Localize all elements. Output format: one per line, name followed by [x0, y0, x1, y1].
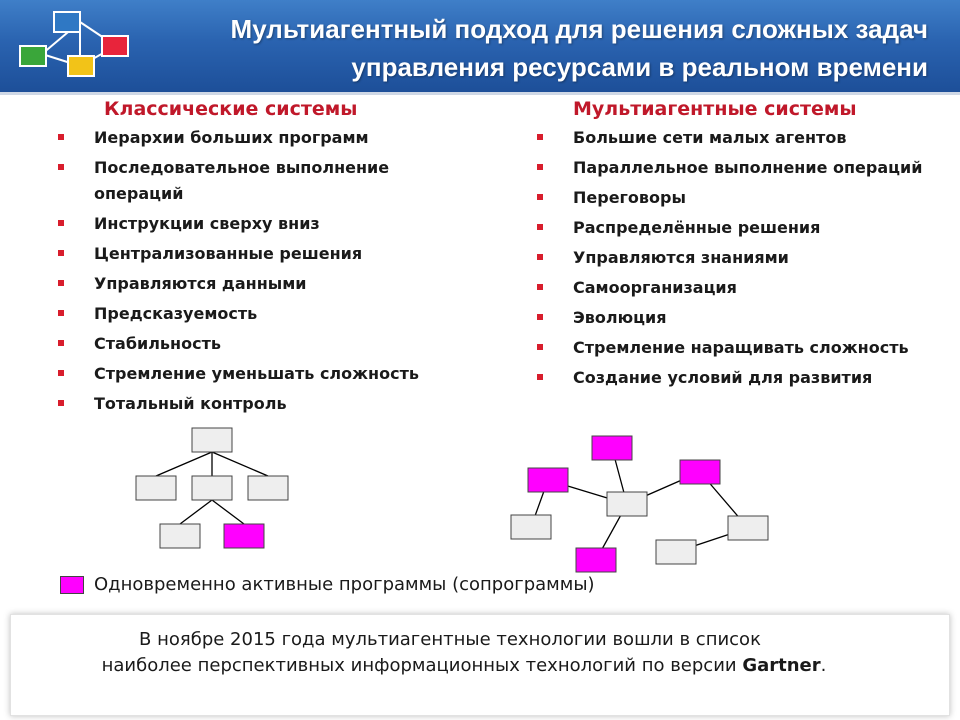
multiagent-systems-heading: Мультиагентные системы — [573, 98, 857, 120]
list-item-text: Распределённые решения — [573, 218, 821, 237]
list-item-text: Тотальный контроль — [94, 394, 287, 413]
gartner-note — [10, 614, 950, 716]
hierarchy-child-node — [248, 476, 288, 500]
network-node — [656, 540, 696, 564]
list-item-text: Последовательное выполнение операций — [94, 158, 390, 203]
hierarchy-active-node — [224, 524, 264, 548]
note-line2-suffix: . — [820, 655, 827, 676]
slide-title-line2: управления ресурсами в реальном времени — [351, 52, 928, 82]
list-item-text: Иерархии больших программ — [94, 128, 369, 147]
list-item-text: Параллельное выполнение операций — [573, 158, 923, 177]
network-node — [728, 516, 768, 540]
legend-active-swatch — [60, 576, 84, 594]
list-item-text: Инструкции сверху вниз — [94, 214, 320, 233]
network-node — [511, 515, 551, 539]
slide-title-line1: Мультиагентный подход для решения сложных задач — [230, 14, 928, 44]
list-item-text: Предсказуемость — [94, 304, 258, 323]
list-item-text: Управляются данными — [94, 274, 307, 293]
legend-text: Одновременно активные программы (сопрограммы) — [94, 574, 595, 595]
list-item-text: Большие сети малых агентов — [573, 128, 847, 147]
list-item-text: Стабильность — [94, 334, 221, 353]
list-item-text: Управляются знаниями — [573, 248, 789, 267]
hierarchy-leaf-node — [160, 524, 200, 548]
list-item-text: Стремление наращивать сложность — [573, 338, 909, 357]
network-diagram — [511, 436, 768, 572]
network-hub-node — [607, 492, 647, 516]
note-brand: Gartner — [742, 655, 821, 676]
network-active-node — [528, 468, 568, 492]
list-item-text: Переговоры — [573, 188, 686, 207]
note-line2 — [0, 655, 933, 676]
hierarchy-child-node — [136, 476, 176, 500]
list-item-text: Самоорганизация — [573, 278, 737, 297]
note-line1: В ноябре 2015 года мультиагентные технологии вошли в список — [139, 629, 761, 650]
note-line2-prefix: наиболее перспективных информационных технологий по версии — [101, 655, 743, 676]
list-item-text: Эволюция — [573, 308, 667, 327]
network-active-node — [576, 548, 616, 572]
list-item-text: Стремление уменьшать сложность — [94, 364, 419, 383]
hierarchy-root-node — [192, 428, 232, 452]
network-active-node — [680, 460, 720, 484]
network-active-node — [592, 436, 632, 460]
list-item-text: Создание условий для развития — [573, 368, 873, 387]
hierarchy-diagram — [136, 428, 288, 548]
classic-systems-heading: Классические системы — [104, 98, 358, 120]
hierarchy-child-node — [192, 476, 232, 500]
list-item-text: Централизованные решения — [94, 244, 363, 263]
